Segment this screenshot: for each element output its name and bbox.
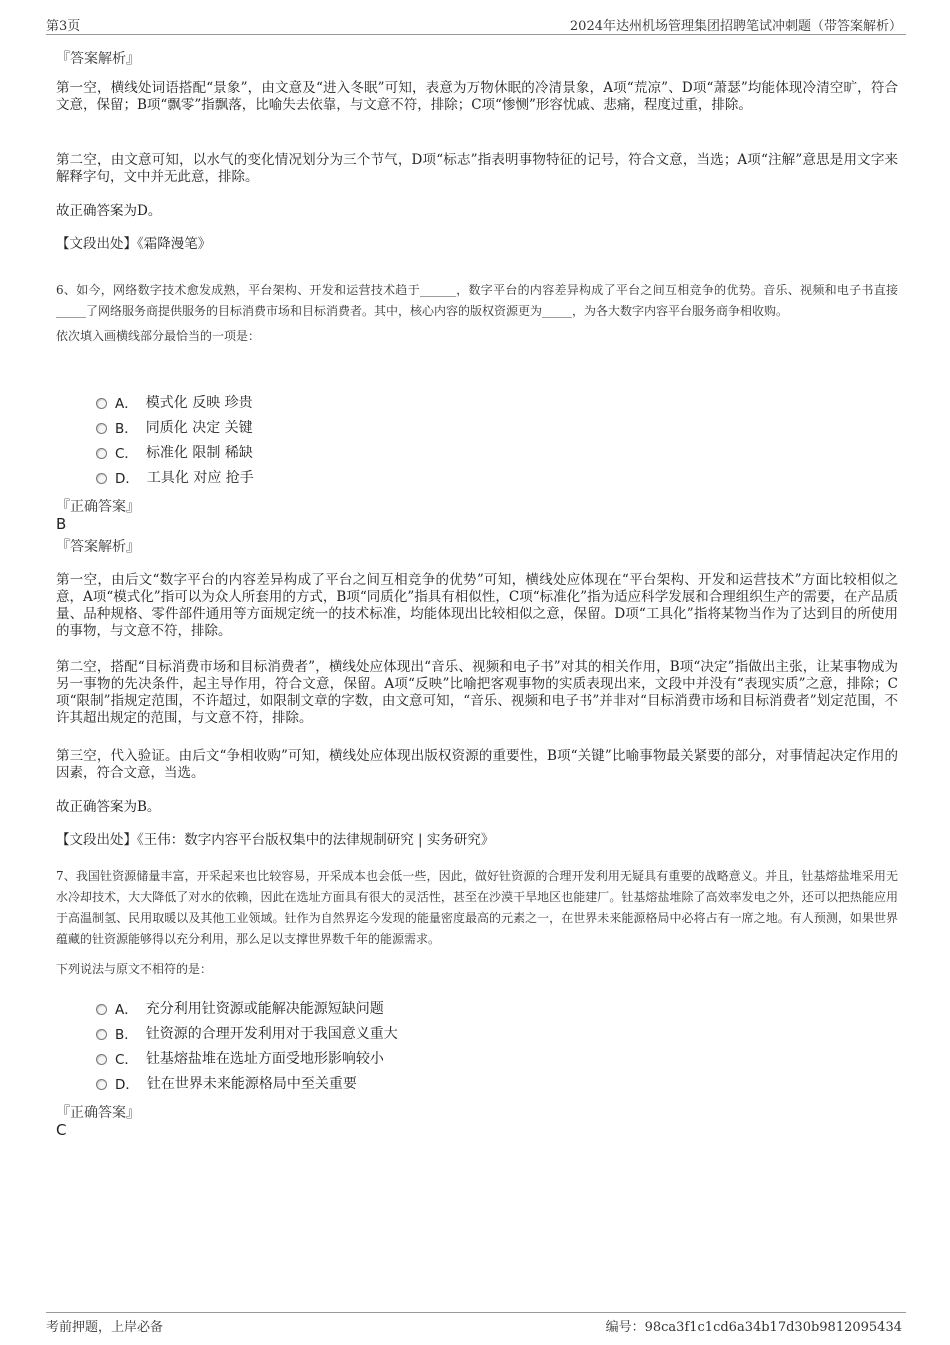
page-footer	[46, 1312, 906, 1335]
q6-analysis-label: 『答案解析』	[56, 539, 140, 555]
q6-option-b[interactable]: B． 同质化 决定 关键	[96, 417, 253, 437]
footer-slogan: 考前押题，上岸必备	[46, 1320, 164, 1335]
radio-icon[interactable]	[96, 1004, 107, 1015]
q7-option-c[interactable]: C． 钍基熔盐堆在选址方面受地形影响较小	[96, 1048, 384, 1068]
q6-analysis-paragraph: 第一空，由后文“数字平台的内容差异构成了平台之间互相竞争的优势”可知，横线处应体现在“平台架构、开发和运营技术”方面比较相似之意，A项“模式化”指可以为众人所套用的方式，B项“同质化”指具有相似性，C项“标准化”指为适应科学发展和合理组织生产的需要，在产品质量、品种规格、零件部件通用等方面规定统一的技术标准，均能体现出比较相似之意，保留。D项“工具化”指将某物当作为了达到目的所使用的事物，与文意不符，排除。	[56, 572, 898, 639]
q5-analysis-paragraph: 第一空，横线处词语搭配“景象”，由文意及“进入冬眠”可知，表意为万物休眠的冷清景象，A项“荒凉”、D项“萧瑟”均能体现冷清空旷，符合文意，保留；B项“飘零”指飘落，比喻失去依靠，与文意不符，排除；C项“惨恻”形容忧戚、悲痛，程度过重，排除。	[56, 80, 898, 113]
document-id: 编号：98ca3f1c1cd6a34b17d30b9812095434	[605, 1320, 902, 1335]
radio-icon[interactable]	[96, 448, 107, 459]
q6-analysis-paragraph: 第二空，搭配“目标消费市场和目标消费者”，横线处应体现出“音乐、视频和电子书”对其的相关作用，B项“决定”指做出主张，让某事物成为另一事物的先决条件，起主导作用，符合文意，保留。A项“反映”比喻把客观事物的实质表现出来，文段中并没有“表现实质”之意，排除；C项“限制”指规定范围，不许超过，如限制文章的字数，由文意可知，“音乐、视频和电子书”并非对“目标消费市场和目标消费者”划定范围，不许其超出规定的范围，与文意不符，排除。	[56, 659, 898, 726]
q5-analysis-paragraph: 第二空，由文意可知，以水气的变化情况划分为三个节气，D项“标志”指表明事物特征的记号，符合文意，当选；A项“注解”意思是用文字来解释字句，文中并无此意，排除。	[56, 152, 898, 185]
q6-option-d[interactable]: D． 工具化 对应 抢手	[96, 467, 254, 487]
q6-correct-label: 『正确答案』	[56, 499, 140, 515]
q5-source: 【文段出处】《霜降漫笔》	[56, 236, 212, 252]
q6-option-a[interactable]: A． 模式化 反映 珍贵	[96, 392, 253, 412]
q6-conclusion: 故正确答案为B。	[56, 799, 161, 815]
q7-correct-label: 『正确答案』	[56, 1105, 140, 1121]
radio-icon[interactable]	[96, 1079, 107, 1090]
q6-correct-answer: B	[56, 515, 67, 533]
q7-option-a[interactable]: A． 充分利用钍资源或能解决能源短缺问题	[96, 998, 384, 1018]
q6-prompt: 依次填入画横线部分最恰当的一项是：	[56, 329, 261, 343]
page-header	[46, 12, 906, 35]
radio-icon[interactable]	[96, 398, 107, 409]
q5-analysis-label: 『答案解析』	[56, 51, 140, 67]
document-title: 2024年达州机场管理集团招聘笔试冲刺题（带答案解析）	[569, 19, 902, 34]
q5-conclusion: 故正确答案为D。	[56, 203, 162, 219]
q7-stem: 7、我国钍资源储量丰富，开采起来也比较容易，开采成本也会低一些，因此，做好钍资源的合理开发利用无疑具有重要的战略意义。并且，钍基熔盐堆采用无水冷却技术，大大降低了对水的依赖，因此在选址方面具有很大的灵活性，甚至在沙漠干旱地区也能建厂。钍基熔盐堆除了高效率发电之外，还可以把热能应用于高温制氢、民用取暖以及其他工业领域。钍作为自然界迄今发现的能量密度最高的元素之一，在世界未来能源格局中必将占有一席之地。有人预测，如果世界蕴藏的钍资源能够得以充分利用，那么足以支撑世界数千年的能源需求。	[56, 869, 898, 946]
radio-icon[interactable]	[96, 423, 107, 434]
q7-option-b[interactable]: B． 钍资源的合理开发利用对于我国意义重大	[96, 1023, 398, 1043]
q7-option-d[interactable]: D． 钍在世界未来能源格局中至关重要	[96, 1073, 357, 1093]
radio-icon[interactable]	[96, 1054, 107, 1065]
q6-option-c[interactable]: C． 标准化 限制 稀缺	[96, 442, 253, 462]
q6-stem: 6、如今，网络数字技术愈发成熟，平台架构、开发和运营技术趋于______，数字平台的内容差异构成了平台之间互相竞争的优势。音乐、视频和电子书直接_____了网络服务商提供服务的目标消费市场和目标消费者。其中，核心内容的版权资源更为_____，为各大数字内容平台服务商争相收购。	[56, 283, 898, 318]
q7-correct-answer: C	[56, 1121, 67, 1139]
q6-source: 【文段出处】《王伟：数字内容平台版权集中的法律规制研究 | 实务研究》	[56, 832, 495, 848]
radio-icon[interactable]	[96, 473, 107, 484]
radio-icon[interactable]	[96, 1029, 107, 1040]
q7-prompt: 下列说法与原文不相符的是：	[56, 962, 213, 976]
page-number: 第3页	[46, 19, 81, 34]
q6-analysis-paragraph: 第三空，代入验证。由后文“争相收购”可知，横线处应体现出版权资源的重要性，B项“关键”比喻事物最关紧要的部分，对事情起决定作用的因素，符合文意，当选。	[56, 748, 898, 781]
